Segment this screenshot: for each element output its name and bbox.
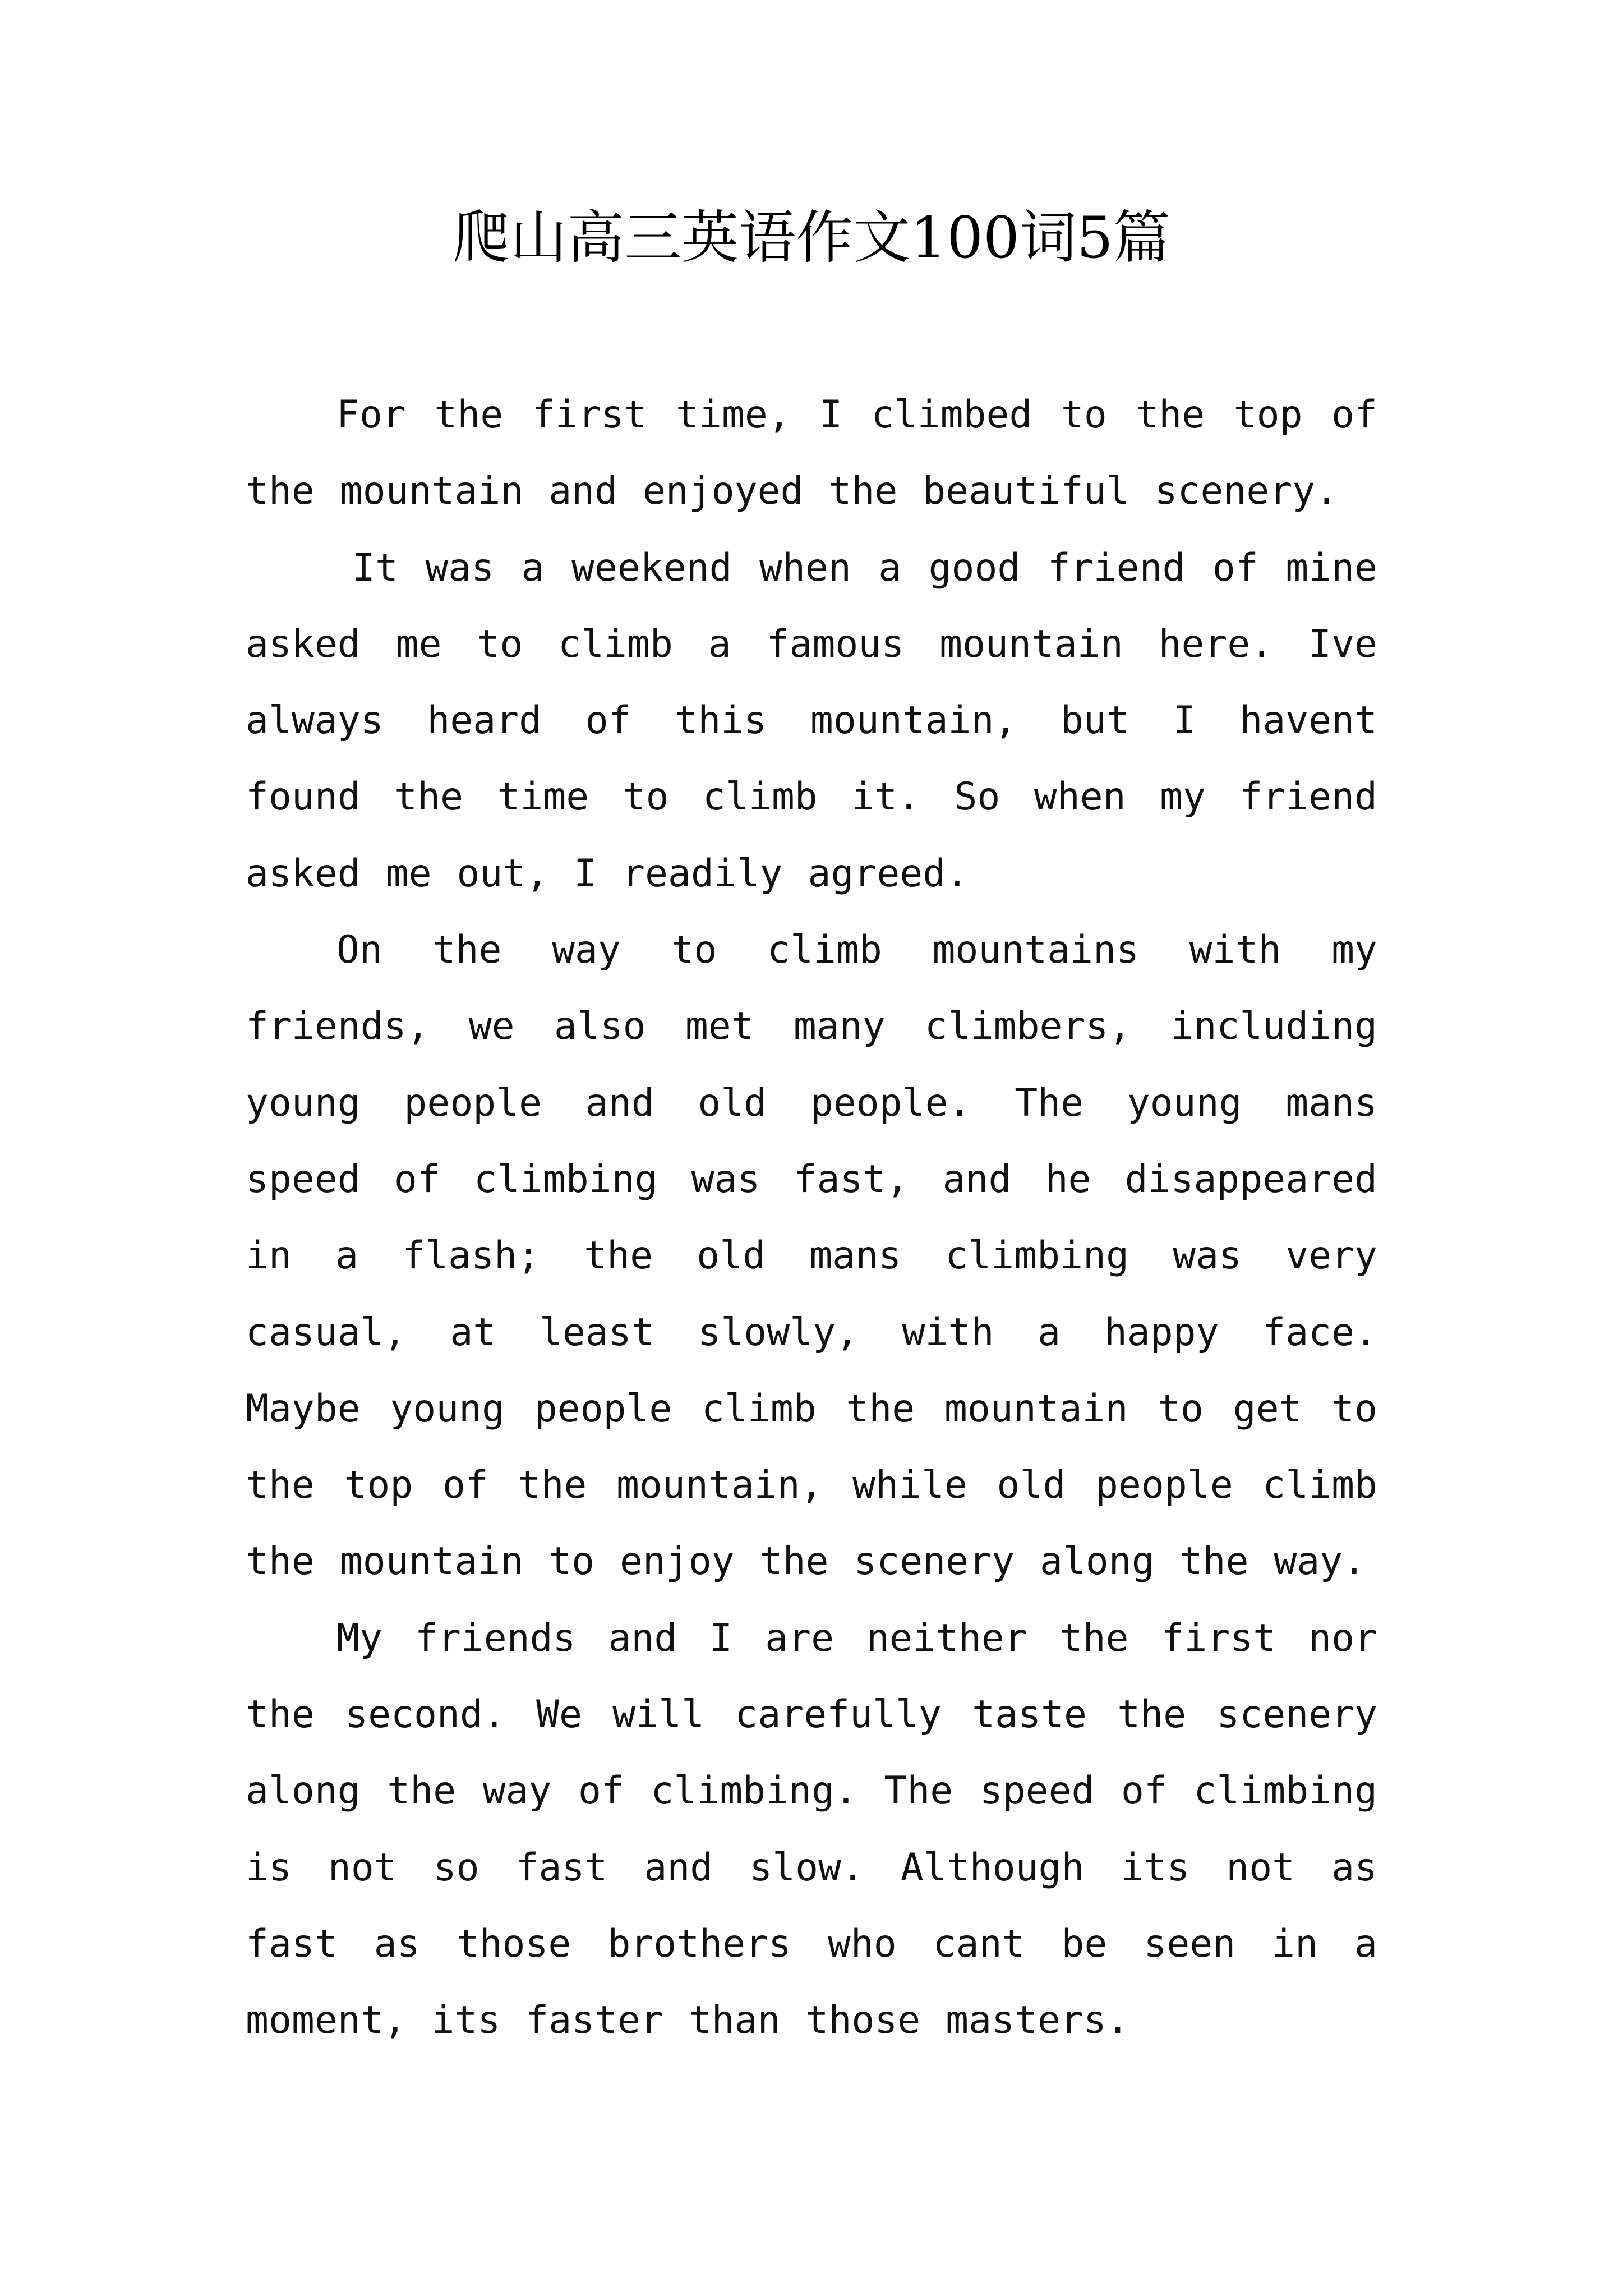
paragraph-2: It was a weekend when a good friend of mine asked me to climb a famous mountain here. Ive always heard of this mountain, but I havent found the time to climb it. So when my friend asked me out, I readily agreed. xyxy=(246,545,1377,896)
document-body xyxy=(246,377,1377,2059)
paragraph-4: My friends and I are neither the first nor the second. We will carefully taste the scenery along the way of climbing. The speed of climbing is not so fast and slow. Although its not as fast as those brothers who cant be seen in a moment, its faster than those masters. xyxy=(246,1616,1377,2043)
paragraph-1: For the first time, I climbed to the top of the mountain and enjoyed the beautiful scenery. xyxy=(246,393,1377,514)
paragraph-3: On the way to climb mountains with my friends, we also met many climbers, including young people and old people. The young mans speed of climbing was fast, and he disappeared in a flash; the old mans climbing was very casual, at least slowly, with a happy face. Maybe young people climb the mountain to get to the top of the mountain, while old people climb the mountain to enjoy the scenery along the way. xyxy=(246,928,1377,1584)
document-title: 爬山高三英语作文100词5篇 xyxy=(453,205,1170,272)
